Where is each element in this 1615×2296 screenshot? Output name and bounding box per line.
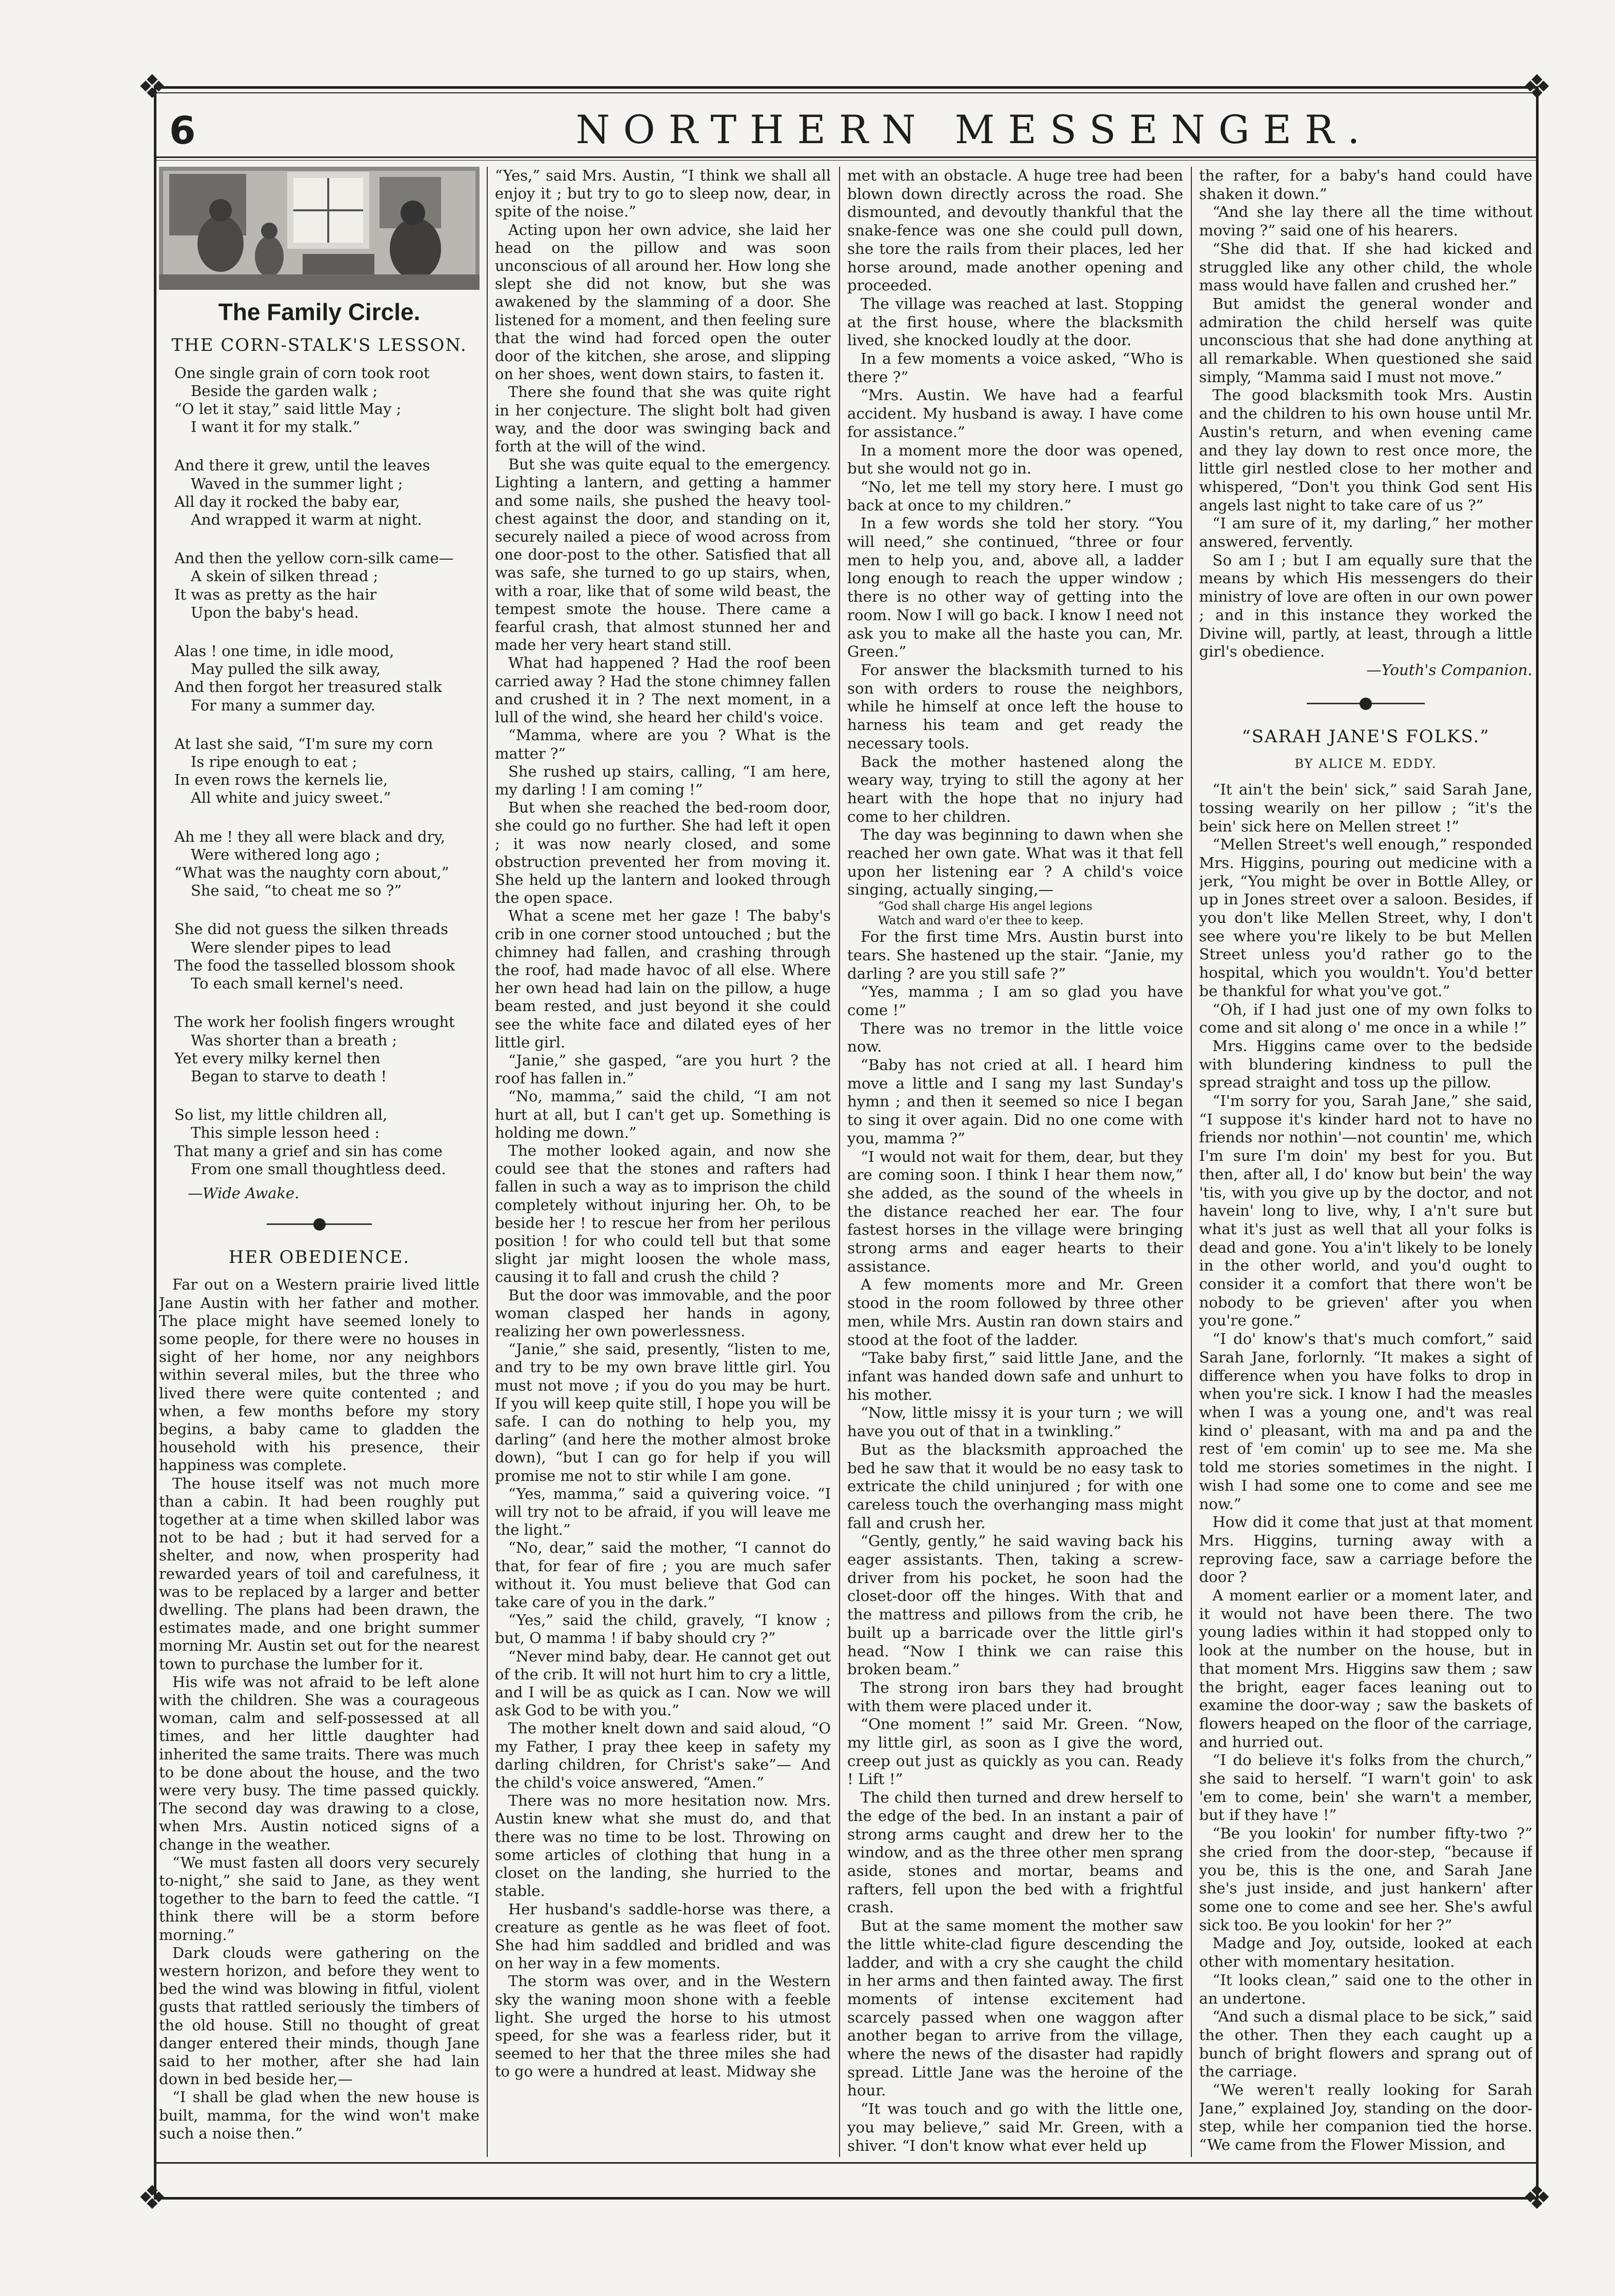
paragraph: But amidst the general wonder and admiration the child herself was quite unconscious that she had done anything at all remarkable. When questioned she said simply, “Mamma said I must not move.” xyxy=(1199,294,1532,386)
poem-line: She said, “to cheat me so ?” xyxy=(191,882,402,900)
column-divider xyxy=(487,167,488,2157)
paragraph: “Oh, if I had just one of my own folks to come and sit along o' me once in a while !” xyxy=(1199,1000,1532,1037)
section-divider xyxy=(159,1214,480,1234)
corner-ornament-icon: ❖ xyxy=(1522,68,1552,106)
paragraph: “Yes, mamma,” said a quivering voice. “I will try not to be afraid, if you will leave me the light.” xyxy=(495,1485,831,1539)
paragraph: But she was quite equal to the emergency. Lighting a lantern, and getting a hammer and some nails, she pushed the heavy tool-chest against the door, and standing on it, securely nailed a piece of wood across from one door-post to the other. Satisfied that all was safe, she turned to go up stairs, when, with a roar, like that of some wild beast, the tempest smote the house. There came a fearful crash, that almost stunned her and made her very heart stand still. xyxy=(495,456,831,654)
poem-line: For many a summer day. xyxy=(191,696,375,714)
paragraph: “One moment !” said Mr. Green. “Now, my little girl, as soon as I give the word, creep out just as quickly as you can. Ready ! Lift !” xyxy=(847,1715,1183,1788)
hymn-quote xyxy=(847,899,1183,928)
paragraph: “She did that. If she had kicked and struggled like any other child, the whole mass would have fallen and crushed her.” xyxy=(1199,240,1532,294)
column-divider xyxy=(839,167,840,2157)
paragraph: “Gently, gently,” he said waving back his eager assistants. Then, taking a screw-driver from his pocket, he soon had the closet-door off the hinges. With that and the mattress and pillows from the crib, he built up a barricade over the little girl's head. “Now I think we can raise this broken beam.” xyxy=(847,1532,1183,1678)
frame-bottom-rule xyxy=(154,2197,1539,2200)
paragraph: “It was touch and go with the little one, you may believe,” said Mr. Green, with a shiver. “I don't know what ever held up xyxy=(847,2100,1183,2154)
poem-line: In even rows the kernels lie, xyxy=(174,771,388,789)
masthead-title: NORTHERN MESSENGER. xyxy=(575,107,1373,152)
frame-right-rule xyxy=(1536,86,1539,2200)
paragraph: For answer the blacksmith turned to his son with orders to rouse the neighbors, while he himself at once left the house to harness his team and get ready the necessary tools. xyxy=(847,661,1183,752)
footer-rule xyxy=(154,2162,1539,2164)
paragraph: “Janie,” she gasped, “are you hurt ? the roof has fallen in.” xyxy=(495,1051,831,1087)
poem-line: All day it rocked the baby ear, xyxy=(174,492,400,510)
story-title: “SARAH JANE'S FOLKS.” xyxy=(1242,726,1490,747)
paragraph: “Janie,” she said, presently, “listen to me, and try to be my own brave little girl. You must not move ; if you do you may be hurt. If you will keep quite still, I hope you will be safe. I can do nothing to help you, my darling” (and here the mother almost broke down), “but I can go for help if you will promise me not to stir while I am gone. xyxy=(495,1340,831,1485)
section-title: The Family Circle. xyxy=(218,299,421,326)
paragraph: But at the same moment the mother saw the little white-clad figure descending the ladder, and with a cry she caught the child in her arms and then fainted away. The first moments of intense excitement had scarcely passed when one waggon after another began to arrive from the village, where the news of the disaster had rapidly spread. Little Jane was the heroine of the hour. xyxy=(847,1917,1183,2100)
paragraph: “It looks clean,” said one to the other in an undertone. xyxy=(1199,1971,1532,2007)
paragraph: “I shall be glad when the new house is built, mamma, for the wind won't make such a noise then.” xyxy=(159,2088,480,2142)
paragraph: “Mrs. Austin. We have had a fearful accident. My husband is away. I have come for assistance.” xyxy=(847,386,1183,441)
poem-line: And there it grew, until the leaves xyxy=(174,457,430,474)
paragraph: There was no tremor in the little voice now. xyxy=(847,1019,1183,1056)
frame-left-rule xyxy=(154,86,156,2200)
story-body xyxy=(495,167,831,2081)
paragraph: “We must fasten all doors very securely to-night,” she said to Jane, as they went together to the barn to feed the cattle. “I think there will be a storm before morning.” xyxy=(159,1853,480,1944)
paragraph: Madge and Joy, outside, looked at each other with momentary hesitation. xyxy=(1199,1934,1532,1971)
paragraph: She rushed up stairs, calling, “I am here, my darling ! I am coming !” xyxy=(495,762,831,798)
poem-title: THE CORN-STALK'S LESSON. xyxy=(171,335,467,356)
poem-line: So list, my little children all, xyxy=(174,1106,388,1124)
paragraph: The storm was over, and in the Western sky the waning moon shone with a feeble light. She urged the horse to his utmost speed, for she was a fearless rider, but it seemed to her that the three miles she had to go were a hundred at least. Midway she xyxy=(495,1972,831,2081)
poem-line: Were withered long ago ; xyxy=(191,845,381,863)
poem-line: Is ripe enough to eat ; xyxy=(191,753,357,771)
poem-line: And wrapped it warm at night. xyxy=(191,511,422,529)
paragraph: “No, let me tell my story here. I must go back at once to my children.” xyxy=(847,478,1183,514)
section-divider xyxy=(1199,693,1532,714)
paragraph: But as the blacksmith approached the bed he saw that it would be no easy task to extricate the child uninjured ; for with one careless touch the overhanging mass might fall and crush her. xyxy=(847,1440,1183,1532)
paragraph: “God shall charge His angel legions xyxy=(878,900,1092,914)
paragraph: In a few moments a voice asked, “Who is there ?” xyxy=(847,350,1183,386)
family-circle-engraving xyxy=(159,167,480,290)
corner-ornament-icon: ❖ xyxy=(1522,2179,1552,2217)
poem-line: It was as pretty as the hair xyxy=(174,585,377,603)
paragraph: The good blacksmith took Mrs. Austin and the children to his own house until Mr. Austin's return, and when evening came and they lay down to rest once more, the little girl nestled close to her mother and whispered, “Don't you think God sent His angels last night to take care of us ?” xyxy=(1199,386,1532,514)
poem-line: Waved in the summer light ; xyxy=(191,474,403,492)
story-title: HER OBEDIENCE. xyxy=(228,1247,410,1268)
poem-line: And then the yellow corn-silk came— xyxy=(174,549,454,567)
paragraph: Mrs. Higgins came over to the bedside with blundering kindness to pull the spread straight and toss up the pillow. xyxy=(1199,1037,1532,1092)
paragraph: The house itself was not much more than a cabin. It had been roughly put together at a time when skilled labor was not to be had ; but it had served for a shelter, and now, when prosperity had rewarded years of toil and carefulness, it was to be replaced by a larger and better dwelling. The plans had been drawn, the estimates made, and one bright summer morning Mr. Austin set out for the nearest town to purchase the lumber for it. xyxy=(159,1474,480,1673)
poem-line: Began to starve to death ! xyxy=(191,1067,387,1085)
paragraph: His wife was not afraid to be left alone with the children. She was a courageous woman, calm and self-possessed at all times, and her little daughter had inherited the same traits. There was much to be done about the house, and the two were very busy. The time passed quickly. The second day was drawing to a close, when Mrs. Austin noticed signs of a change in the weather. xyxy=(159,1673,480,1853)
paragraph: “We weren't really looking for Sarah Jane,” explained Joy, standing on the door-step, while her companion tied the horse. “We came from the Flower Mission, and xyxy=(1199,2081,1532,2154)
poem-line: At last she said, “I'm sure my corn xyxy=(174,735,433,753)
paragraph: Dark clouds were gathering on the western horizon, and before they went to bed the wind was blowing in fitful, violent gusts that rattled seriously the timbers of the old house. Still no thought of great danger entered their minds, though Jane said to her mother, after she had lain down in bed beside her,— xyxy=(159,1944,480,2088)
byline: BY ALICE M. EDDY. xyxy=(1294,757,1437,771)
poem-stanza xyxy=(174,364,480,437)
poem-line: Upon the baby's head. xyxy=(191,603,359,621)
paragraph: met with an obstacle. A huge tree had been blown down directly across the road. She dismounted, and devoutly thankful that the snake-fence was one she could pull down, she tore the rails from their places, led her horse around, made another opening and proceeded. xyxy=(847,167,1183,294)
paragraph: “And such a dismal place to be sick,” said the other. Then they each caught up a bunch of bright flowers and sprang out of the carriage. xyxy=(1199,2008,1532,2081)
paragraph: “And she lay there all the time without moving ?” said one of his hearers. xyxy=(1199,203,1532,240)
poem-line: The work her foolish fingers wrought xyxy=(174,1013,455,1031)
paragraph: Far out on a Western prairie lived little Jane Austin with her father and mother. The place might have seemed lonely to some people, for there were no houses in sight of her home, nor any neighbors within several miles, but the three who lived there were quite contented ; and when, a few months before my story begins, a baby came to gladden the household with his presence, their happiness was complete. xyxy=(159,1276,480,1474)
paragraph: “Now, little missy it is your turn ; we will have you out of that in a twinkling.” xyxy=(847,1404,1183,1440)
poem-line: Were slender pipes to lead xyxy=(191,938,391,956)
poem-line: Was shorter than a breath ; xyxy=(191,1031,397,1049)
paragraph: the rafter, for a baby's hand could have shaken it down.” xyxy=(1199,167,1532,203)
story-body xyxy=(1199,781,1532,2154)
poem-line: And then forgot her treasured stalk xyxy=(174,678,442,696)
corner-ornament-icon: ❖ xyxy=(137,2179,167,2217)
poem-line: She did not guess the silken threads xyxy=(174,920,448,938)
paragraph: “Yes,” said Mrs. Austin, “I think we shall all enjoy it ; but try to go to sleep now, dear, in spite of the noise.” xyxy=(495,167,831,221)
masthead-underline xyxy=(154,156,1539,158)
paragraph: “Baby has not cried at all. I heard him move a little and I sang my last Sunday's hymn ; and then it seemed so nice I began to sing it over again. Did no one come with you, mamma ?” xyxy=(847,1056,1183,1147)
paragraph: The mother looked again, and now she could see that the stones and rafters had fallen in such a way as to imprison the child completely without injuring her. Oh, to be beside her ! to rescue her from her perilous position ! for who could tell but that some slight jar might loosen the whole mass, causing it to fall and crush the child ? xyxy=(495,1141,831,1286)
story-body xyxy=(847,167,1183,899)
paragraph: There she found that she was quite right in her conjecture. The slight bolt had given way, and the door was swinging back and forth at the will of the wind. xyxy=(495,383,831,456)
paragraph: “Never mind baby, dear. He cannot get out of the crib. It will not hurt him to cry a little, and I will be as quick as I can. Now we will ask God to be with you.” xyxy=(495,1647,831,1719)
story-source: —Youth's Companion. xyxy=(1366,661,1532,679)
paragraph: “No, dear,” said the mother, “I cannot do that, for fear of fire ; you are much safer without it. You must believe that God can take care of you in the dark.” xyxy=(495,1539,831,1611)
column-2 xyxy=(495,167,831,2157)
paragraph: A moment earlier or a moment later, and it would not have been there. The two young ladies within it had stopped only to look at the number on the house, but in that moment Mrs. Higgins saw them ; saw the bright, eager faces leaning out to examine the door-way ; saw the baskets of flowers heaped on the floor of the carriage, and hurried out. xyxy=(1199,1587,1532,1751)
poem-line: Ah me ! they all were black and dry, xyxy=(174,827,446,845)
poem-stanza xyxy=(174,1013,480,1085)
poem-line: May pulled the silk away, xyxy=(191,660,381,678)
paragraph: Acting upon her own advice, she laid her head on the pillow and was soon unconscious of all around her. How long she slept she did not know, but she was awakened by the slamming of a door. She listened for a moment, and then feeling sure that the wind had forced open the outer door of the kitchen, she arose, and slipping on her shoes, went down stairs, to fasten it. xyxy=(495,221,831,383)
paragraph: The strong iron bars they had brought with them were placed under it. xyxy=(847,1678,1183,1715)
story-body xyxy=(1199,167,1532,661)
paragraph: How did it come that just at that moment Mrs. Higgins, turning away with a reproving face, saw a carriage before the door ? xyxy=(1199,1513,1532,1586)
poem-source: —Wide Awake. xyxy=(188,1184,300,1202)
poem-stanza xyxy=(174,920,480,993)
paragraph: “Yes, mamma ; I am so glad you have come !” xyxy=(847,983,1183,1019)
poem-stanza xyxy=(174,1106,480,1178)
corner-ornament-icon: ❖ xyxy=(137,68,167,106)
poem-line: “O let it stay,” said little May ; xyxy=(174,400,402,418)
paragraph: But when she reached the bed-room door, she could go no further. She had left it open ; it was now nearly closed, and some obstruction prevented her from moving it. She held up the lantern and looked through the open space. xyxy=(495,799,831,907)
paragraph: Watch and ward o'er thee to keep. xyxy=(878,914,1084,928)
paragraph: “Mamma, where are you ? What is the matter ?” xyxy=(495,726,831,762)
paragraph: “It ain't the bein' sick,” said Sarah Jane, tossing wearily on her pillow ; “it's the bein' sick here on Mellen street !” xyxy=(1199,781,1532,835)
paragraph: Back the mother hastened along the weary way, trying to still the agony at her heart with the hope that no injury had come to her children. xyxy=(847,753,1183,825)
column-3 xyxy=(847,167,1183,2157)
poem-stanza xyxy=(174,828,480,900)
frame-top-rule-thin xyxy=(154,92,1539,93)
paragraph: “Be you lookin' for number fifty-two ?” she cried from the door-step, “because if you be, this is the one, and Sarah Jane she's just inside, and just hankern' after some one to come and see her. She's awful sick too. Be you lookin' for her ?” xyxy=(1199,1825,1532,1934)
paragraph: The village was reached at last. Stopping at the first house, where the blacksmith lived, she knocked loudly at the door. xyxy=(847,294,1183,349)
paragraph: “Yes,” said the child, gravely, “I know ; but, O mamma ! if baby should cry ?” xyxy=(495,1611,831,1647)
paragraph: “I do believe it's folks from the church,” she said to herself. “I warn't goin' to ask 'em to come, bein' she warn't a member, but if they have !” xyxy=(1199,1751,1532,1824)
poem-line: Beside the garden walk ; xyxy=(191,382,378,400)
poem-line: I want it for my stalk.” xyxy=(191,418,361,436)
paragraph: What had happened ? Had the roof been carried away ? Had the stone chimney fallen and crushed it in ? The next moment, in a lull of the wind, she heard her child's voice. xyxy=(495,654,831,726)
paragraph: There was no more hesitation now. Mrs. Austin knew what she must do, and that there was no time to be lost. Throwing on some articles of clothing that hung in a closet on the landing, she hurried to the stable. xyxy=(495,1792,831,1900)
paragraph: “I do' know's that's much comfort,” said Sarah Jane, forlornly. “It makes a sight of difference when you have folks to drop in when you're sick. I know I had the measles when I was a young one, and't was real kind o' pleasant, with ma and pa and the rest of 'em comin' up to see me. Ma she told me stories sometimes in the night. I wish I had some one to come and see me now.” xyxy=(1199,1330,1532,1513)
poem-line: All white and juicy sweet.” xyxy=(191,789,391,807)
paragraph: “I'm sorry for you, Sarah Jane,” she said, “I suppose it's kinder hard not to have no friends nor nothin'—not countin' me, which I'm sure I'm doin' my best for you. But then, after all, I do' know but bein' the way 'tis, with you give up by the doctor, and not havein' long to live, why, I a'n't sure but what it's just as well that all your folks is dead and gone. You a'in't likely to be lonely in the other world, and you'd ought to consider it a comfort that there won't be nobody to be grieven' after you when you're gone.” xyxy=(1199,1092,1532,1330)
paragraph: “No, mamma,” said the child, “I am not hurt at all, but I can't get up. Something is holding me down.” xyxy=(495,1087,831,1141)
masthead-underline-thin xyxy=(154,160,1539,161)
paragraph: “Mellen Street's well enough,” responded Mrs. Higgins, pouring out medicine with a jerk, “You might be over in Bottle Alley, or up in Jones street over a saloon. Besides, if you don't like Mellen Street, why, I don't see where you're likely to be but Mellen Street unless you'd rather go to the hospital, which you wouldn't. You'd better be thankful for what you've got.” xyxy=(1199,836,1532,1000)
story-body xyxy=(159,1276,480,2143)
paragraph: What a scene met her gaze ! The baby's crib in one corner stood untouched ; but the chimney had fallen, and crashing through the roof, had made havoc of all else. Where her own head had lain on the pillow, a huge beam rested, and just beyond it she could see the white face and dilated eyes of her little girl. xyxy=(495,907,831,1051)
poem-line: A skein of silken thread ; xyxy=(191,567,378,585)
column-divider xyxy=(1191,167,1192,2157)
paragraph: “I am sure of it, my darling,” her mother answered, fervently. xyxy=(1199,514,1532,551)
paragraph: For the first time Mrs. Austin burst into tears. She hastened up the stair. “Janie, my darling ? are you still safe ?” xyxy=(847,928,1183,982)
story-body xyxy=(847,928,1183,2155)
column-1 xyxy=(159,167,480,2157)
paragraph: But the door was immovable, and the poor woman clasped her hands in agony, realizing her own powerlessness. xyxy=(495,1286,831,1340)
paragraph: In a few words she told her story. “You will need,” she continued, “three or four men to help you, and, above all, a ladder long enough to reach the upper window ; there is no other way of getting into the room. Now I will go back. I know I need not ask you to make all the haste you can, Mr. Green.” xyxy=(847,514,1183,661)
paragraph: A few moments more and Mr. Green stood in the room followed by three other men, while Mrs. Austin ran down stairs and stood at the foot of the ladder. xyxy=(847,1276,1183,1349)
paragraph: The mother knelt down and said aloud, “O my Father, I pray thee keep in safety my darling children, for Christ's sake”— And the child's voice answered, “Amen.” xyxy=(495,1719,831,1792)
poem-stanza xyxy=(174,549,480,622)
poem-line: This simple lesson heed : xyxy=(191,1124,380,1142)
poem-line: The food the tasselled blossom shook xyxy=(174,956,455,974)
paragraph: Her husband's saddle-horse was there, a creature as gentle as he was fleet of foot. She had him saddled and bridled and was on her way in a few moments. xyxy=(495,1900,831,1972)
column-4 xyxy=(1199,167,1532,2157)
poem-stanza xyxy=(174,642,480,715)
poem-line: That many a grief and sin has come xyxy=(174,1142,443,1160)
poem-line: Yet every milky kernel then xyxy=(174,1049,381,1067)
poem-stanza xyxy=(174,457,480,529)
frame-top-rule xyxy=(154,86,1539,89)
paragraph: The child then turned and drew herself to the edge of the bed. In an instant a pair of strong arms caught and drew her to the window, and as the three other men sprang aside, stones and mortar, beams and rafters, fell upon the bed with a frightful crash. xyxy=(847,1789,1183,1916)
poem-line: From one small thoughtless deed. xyxy=(191,1160,446,1178)
poem-line: “What was the naughty corn about,” xyxy=(174,864,449,882)
paragraph: In a moment more the door was opened, but she would not go in. xyxy=(847,441,1183,478)
paragraph: So am I ; but I am equally sure that the means by which His messengers do their ministry of love are often in our own power ; and in this instance they worked the Divine will, partly, at least, through a little girl's obedience. xyxy=(1199,551,1532,661)
poem-line: One single grain of corn took root xyxy=(174,364,430,382)
poem-line: To each small kernel's need. xyxy=(191,975,404,993)
poem-stanza xyxy=(174,735,480,807)
paragraph: “I would not wait for them, dear, but they are coming soon. I think I hear them now,” she added, as the sound of the wheels in the distance reached her ear. The four fastest horses in the village were bringing strong arms and eager hearts to their assistance. xyxy=(847,1147,1183,1275)
paragraph: The day was beginning to dawn when she reached her own gate. What was it that fell upon her listening ear ? A child's voice singing, actually singing,— xyxy=(847,826,1183,899)
poem-line: Alas ! one time, in idle mood, xyxy=(174,642,394,660)
paragraph: “Take baby first,” said little Jane, and the infant was handed down safe and unhurt to his mother. xyxy=(847,1349,1183,1403)
page-number: 6 xyxy=(169,109,196,153)
poem xyxy=(174,364,480,1178)
